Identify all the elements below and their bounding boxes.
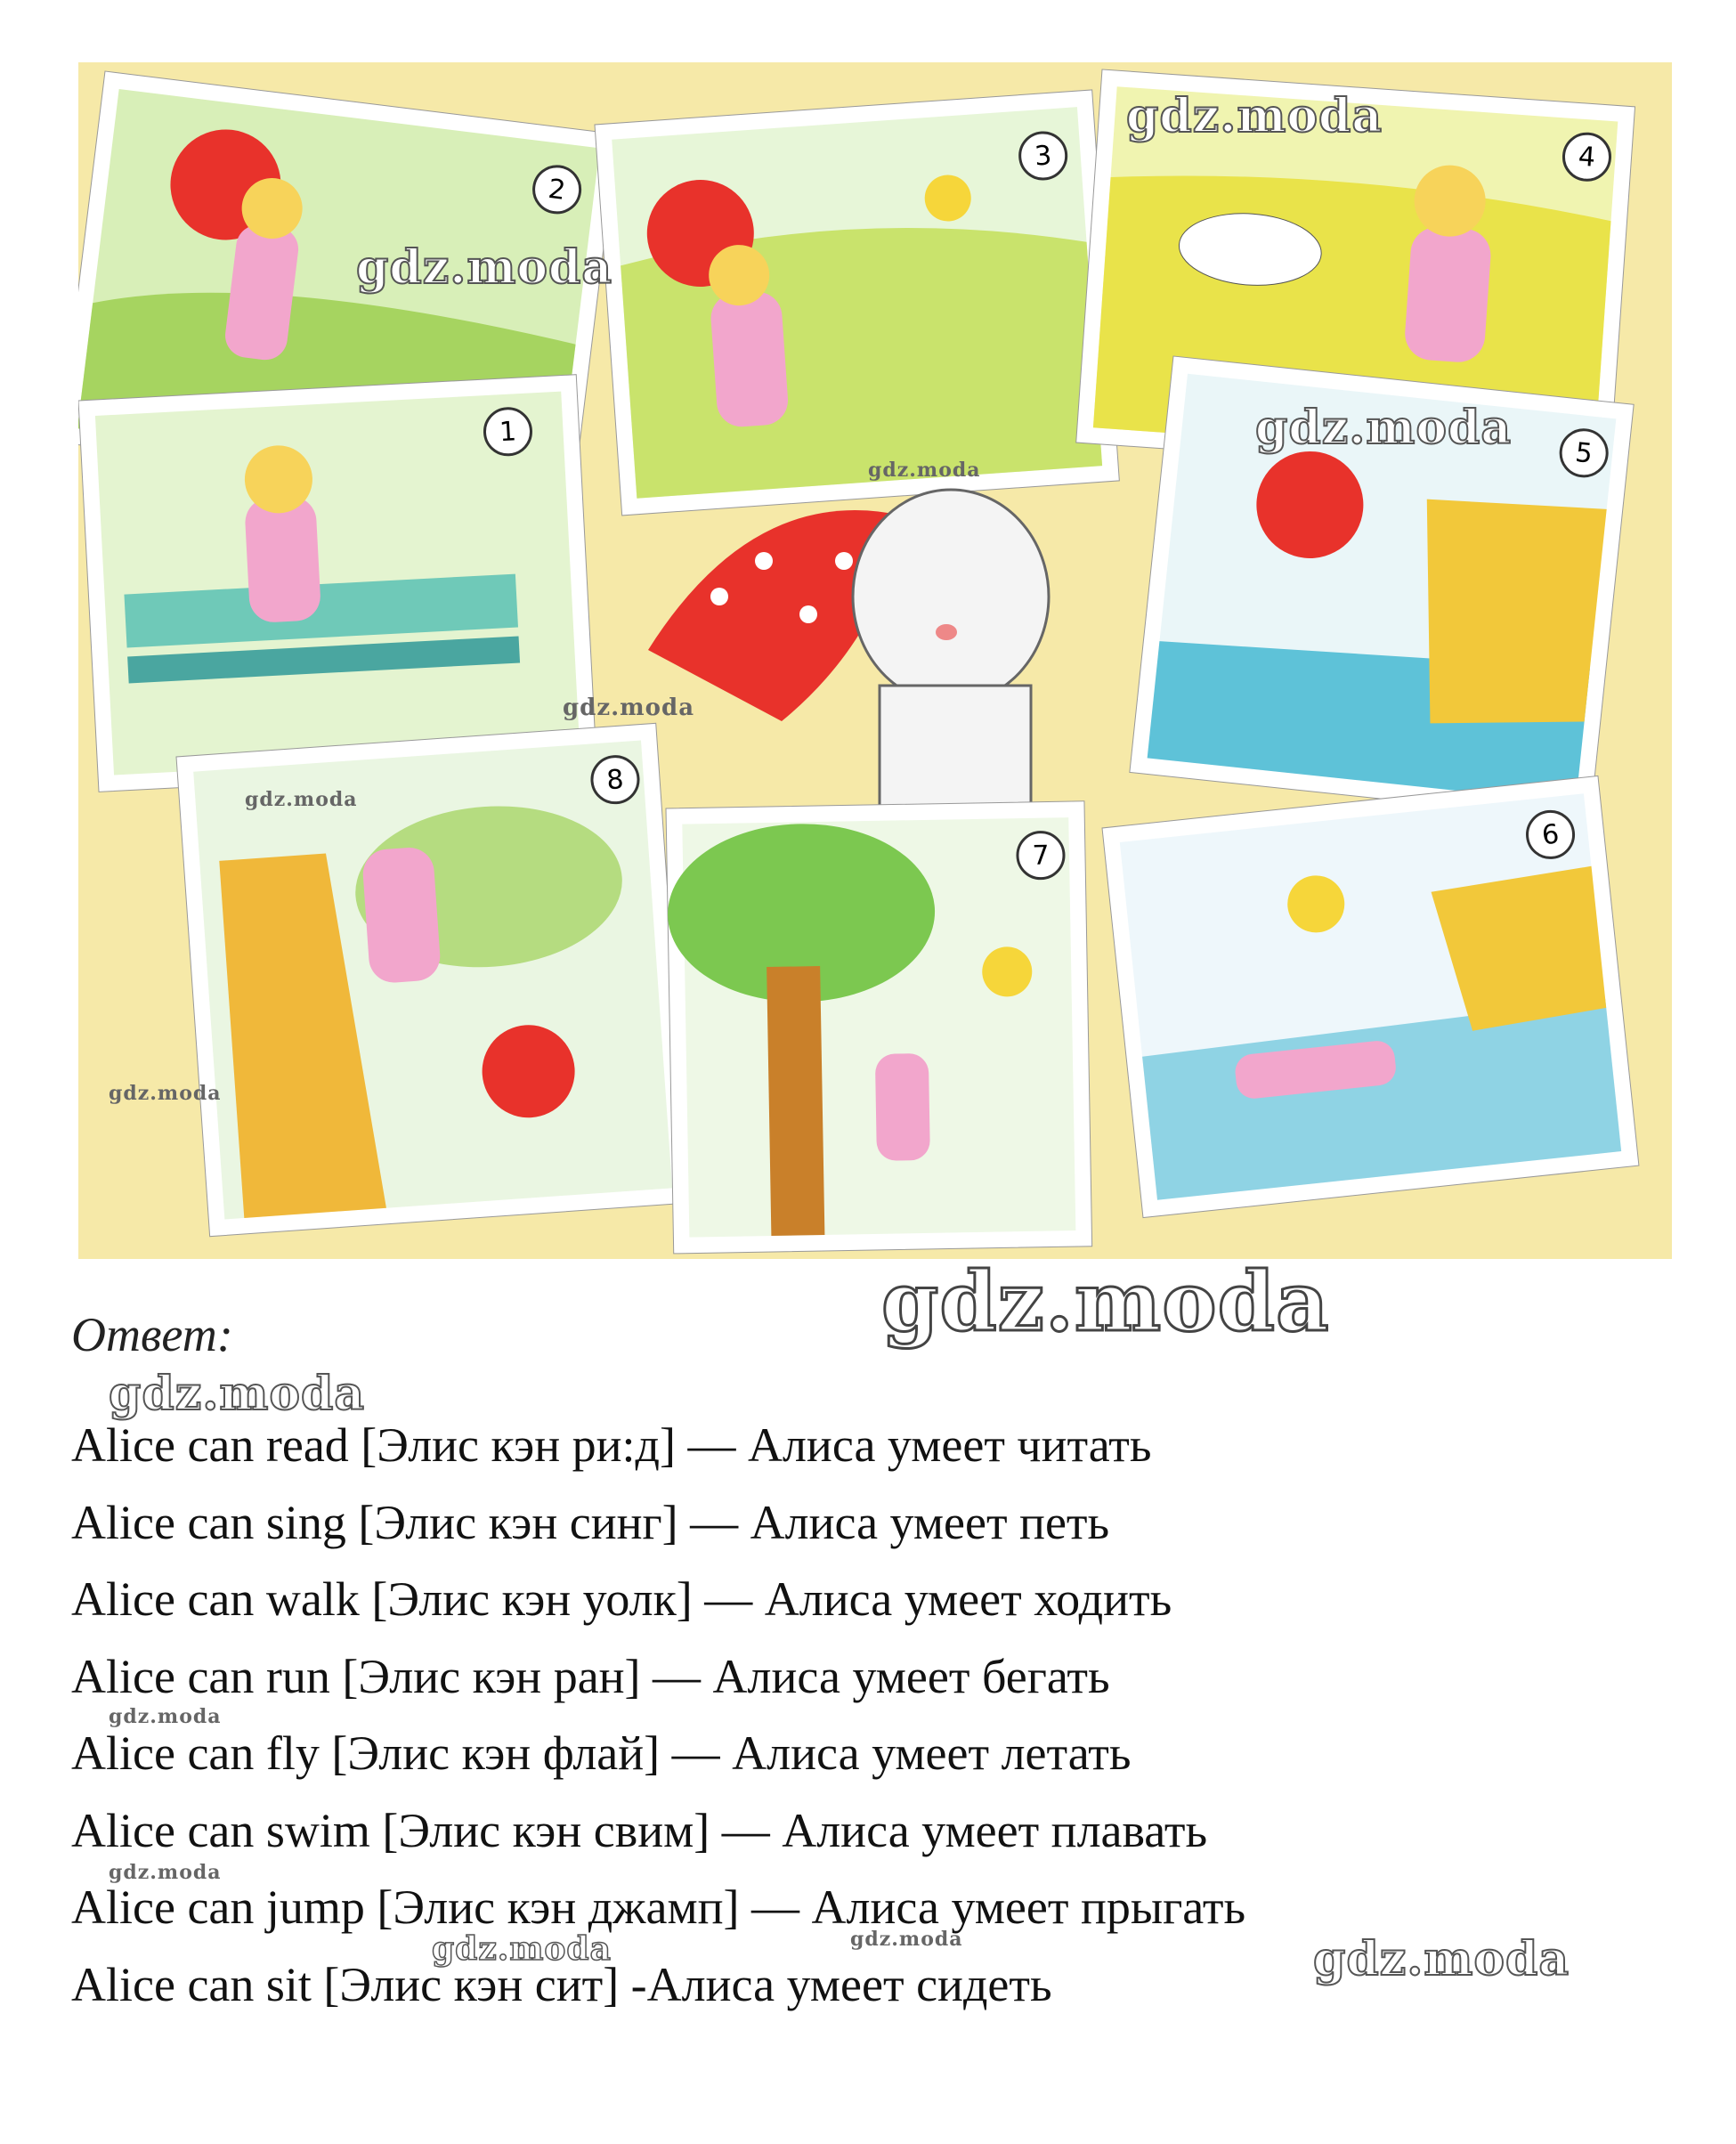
picture-card-6 xyxy=(1102,776,1639,1217)
card-number-5: 5 xyxy=(1573,436,1594,470)
picture-card-1 xyxy=(78,375,596,792)
picture-card-7 xyxy=(666,801,1092,1254)
card-number-8: 8 xyxy=(605,764,625,797)
watermark-small: gdz.moda xyxy=(109,1705,222,1728)
watermark-large: gdz.moda xyxy=(881,1254,1330,1350)
answer-line-jump: Alice can jump [Элис кэн джамп] — Алиса умеет прыгать xyxy=(71,1880,1246,1934)
story-illustration xyxy=(78,62,1672,1259)
card-number-3: 3 xyxy=(1033,140,1053,173)
answer-line-sing: Alice can sing [Элис кэн синг] — Алиса умеет петь xyxy=(71,1495,1110,1549)
card-number-7: 7 xyxy=(1032,840,1050,872)
watermark: gdz.moda xyxy=(356,240,613,295)
card-number-4: 4 xyxy=(1577,141,1597,174)
watermark-small: gdz.moda xyxy=(563,694,695,721)
answer-list xyxy=(71,1407,1245,2023)
card-number-1: 1 xyxy=(499,416,517,449)
answer-line-sit: Alice can sit [Элис кэн сит] -Алиса умеет сидеть xyxy=(71,1957,1052,2011)
answer-heading: Ответ: xyxy=(71,1308,233,1361)
card-number-2: 2 xyxy=(546,173,568,207)
watermark-small: gdz.moda xyxy=(109,1082,222,1105)
watermark-small: gdz.moda xyxy=(868,459,981,482)
answer-line-run: Alice can run [Элис кэн ран] — Алиса умеет бегать xyxy=(71,1649,1110,1703)
watermark: gdz.moda xyxy=(1255,401,1513,455)
answer-line-walk: Alice can walk [Элис кэн уолк] — Алиса умеет ходить xyxy=(71,1572,1172,1626)
answer-line-fly: Alice can fly [Элис кэн флай] — Алиса умеет летать xyxy=(71,1726,1132,1780)
card-number-6: 6 xyxy=(1540,818,1561,852)
picture-card-3 xyxy=(595,90,1119,516)
watermark-small: gdz.moda xyxy=(850,1928,963,1951)
watermark: gdz.moda xyxy=(1126,89,1383,143)
watermark-small: gdz.moda xyxy=(109,1861,222,1884)
watermark-small: gdz.moda xyxy=(245,788,358,811)
watermark: gdz.moda xyxy=(1313,1932,1570,1986)
watermark: gdz.moda xyxy=(109,1367,366,1421)
watermark: gdz.moda xyxy=(432,1930,612,1968)
answer-line-read: Alice can read [Элис кэн ри:д] — Алиса умеет читать xyxy=(71,1418,1152,1472)
answer-line-swim: Alice can swim [Элис кэн свим] — Алиса умеет плавать xyxy=(71,1803,1208,1857)
